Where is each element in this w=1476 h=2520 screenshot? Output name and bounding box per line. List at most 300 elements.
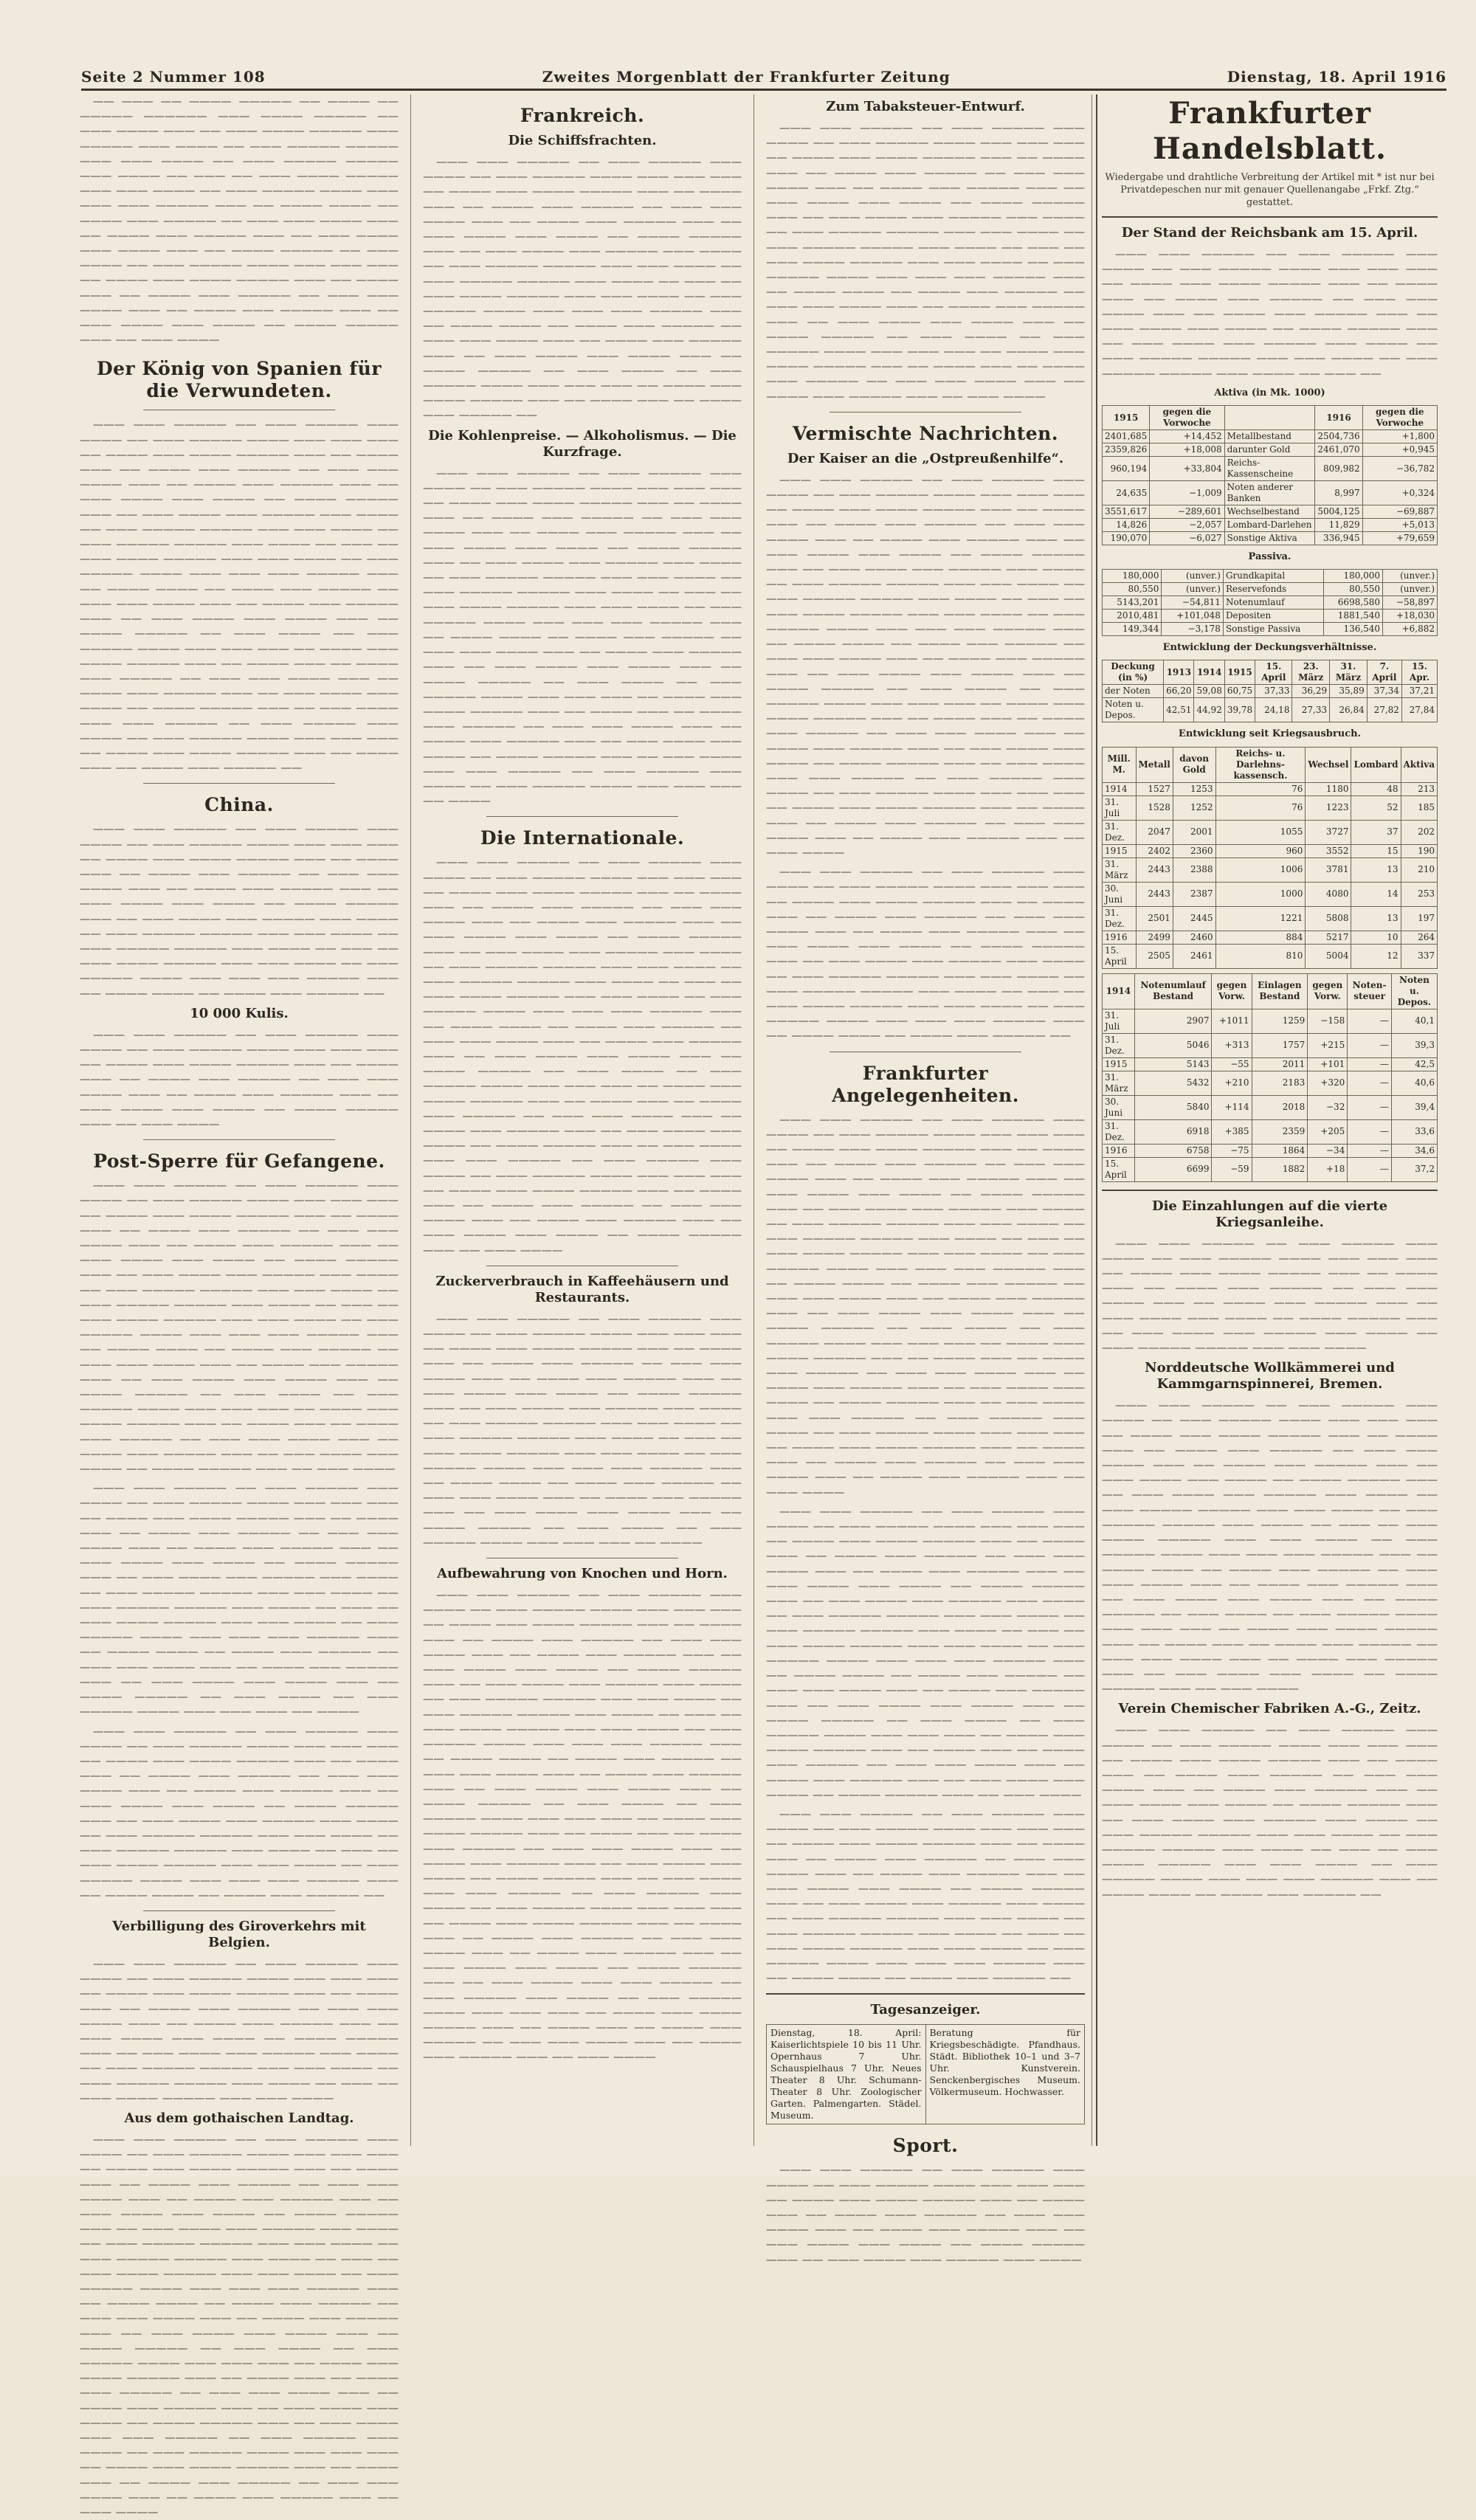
table-row [1103, 782, 1438, 795]
table-cell: 5840 [1134, 1095, 1212, 1119]
headline-giroverkehr: Verbilligung des Giroverkehrs mit Belgien. [112, 1918, 366, 1950]
headline-post-sperre: Post-Sperre für Gefangene. [93, 1150, 385, 1173]
table-cell: Reservefonds [1223, 583, 1323, 596]
table-cell: +1011 [1212, 1009, 1252, 1033]
table-cell: Reichs-Kassenscheine [1224, 457, 1315, 481]
article-paragraph: ——— ——— ————— —— ——— ————— ——— ———— —— ——— ————— ———— ——— ——— ——— —— ———— ——— ———— ————— ——— —— ———— ——— —— ———— ——— ————— —— ——— ——— ———— ——— —— ———— ——— ————— ——— —— ——— ———— ——— ———— —— ———— ————— ——— —— ——— ———— ——— ————— ——— ———— —— ——— ————— ————— ——— ——— ———— —— ——— ————— ————— ——— ———— —— ——— —— ——— ———— ————— ——— ——— ———— —— ——— ————— ———— ——— ——— ——— ————— ——— —— ———— ———— —— ———— ——— ————— —— [766, 866, 1085, 1043]
table-row [1103, 685, 1438, 698]
table-cell: der Noten [1103, 685, 1164, 698]
table-cell: +33,804 [1150, 457, 1224, 481]
table-cell: +385 [1212, 1119, 1252, 1144]
table-header-cell: Wechsel [1306, 747, 1351, 782]
table-header-cell: 1916 [1315, 406, 1362, 430]
headline-frankfurter-angelegenheiten: Frankfurter Angelegenheiten. [832, 1062, 1019, 1106]
table-cell: 1914 [1103, 782, 1137, 795]
table-header-cell: gegen die Vorwoche [1150, 406, 1224, 430]
table-cell: 3781 [1306, 857, 1351, 882]
table-cell: +320 [1308, 1071, 1348, 1095]
table-cell: 2360 [1173, 844, 1215, 857]
table-cell: +79,659 [1362, 532, 1437, 545]
table-cell: 264 [1401, 931, 1438, 944]
table-header-row [1103, 660, 1438, 685]
table-cell: +210 [1212, 1071, 1252, 1095]
headline-vermischte: Vermischte Nachrichten. [792, 422, 1059, 444]
table-cell: 1527 [1136, 782, 1173, 795]
caption-entwicklung: Entwicklung seit Kriegsausbruch. [1178, 728, 1362, 740]
table-cell: 2402 [1136, 844, 1173, 857]
table-cell: 5046 [1134, 1033, 1212, 1057]
column-rule [410, 94, 411, 2146]
table-cell: −289,601 [1150, 505, 1224, 519]
table-cell: 12 [1351, 944, 1401, 968]
table-cell: 33,6 [1391, 1119, 1437, 1144]
table-cell: 5808 [1306, 906, 1351, 931]
table-cell: 24,18 [1255, 698, 1292, 722]
subheadline-kulis: 10 000 Kulis. [190, 1005, 289, 1021]
headline-schiffsfrachten: Die Schiffsfrachten. [508, 133, 657, 148]
table-header-cell: Aktiva [1401, 747, 1438, 782]
table-cell: 149,344 [1103, 623, 1162, 636]
table-cell: Noten anderer Banken [1224, 481, 1315, 505]
table-cell: 2388 [1173, 857, 1215, 882]
table-row [1103, 623, 1438, 636]
article-paragraph: ——— ——— ————— —— ——— ————— ——— ———— —— ——— ————— ———— ——— ——— ——— —— ———— ——— ———— ————— ——— —— ———— ——— —— ———— ——— ————— —— ——— ——— ———— ——— —— ———— ——— ————— ——— —— ——— ———— ——— ———— —— ———— ————— ——— —— ——— ———— ——— ————— ——— ———— —— ——— ————— ————— ——— ——— ———— —— ——— ————— ————— ——— ———— —— ——— —— ——— ———— ————— ——— ——— ———— —— ——— ————— ———— ——— ——— ——— ————— ——— —— ———— ———— —— ———— ——— ————— —— ——— ——— ———— ——— —— ———— ——— ————— ——— —— ——— ———— ——— ———— ——— —— ———— ————— —— ——— ———— —— ——— ————— ———— ——— ——— ——— —— ———— ——— ———— ————— ——— —— ———— ——— —— ———— ——— ————— —— ——— ——— ———— ——— —— ———— ——— ————— ——— —— ——— ———— ——— ———— —— ———— ————— ——— —— ——— ———— [766, 1505, 1085, 1801]
table-cell: — [1348, 1157, 1392, 1181]
table-header-cell: 1914 [1194, 660, 1224, 685]
table-cell: 31. Juli [1103, 1009, 1135, 1033]
table-cell: −59 [1212, 1157, 1252, 1181]
article-paragraph: ——— ——— ————— —— ——— ————— ——— ———— —— ——— ————— ———— ——— ——— ——— —— ———— ——— ———— ————— ——— —— ———— ——— —— ———— ——— ————— —— ——— ——— ———— ——— —— ———— ——— ————— ——— —— ——— ———— ——— ———— —— ———— ————— ——— —— ——— ———— ——— ————— ——— ———— —— ——— ————— ————— ——— ——— ———— —— ——— ————— ————— ——— ———— —— ——— —— [1102, 249, 1438, 380]
table-header-cell: 15. Apr. [1401, 660, 1437, 685]
article-paragraph: ——— ——— ————— —— ——— ————— ——— ———— —— ——— ————— ———— ——— ——— ——— —— ———— ——— ———— ————— ——— —— ———— ——— —— ———— ——— ————— —— ——— ——— ———— ——— —— ———— ——— ————— ——— —— ——— ———— ——— ———— —— ———— ————— ——— —— ——— ———— ——— ————— ——— ———— —— ——— ————— ————— ——— ——— ———— —— ——— ————— ————— ——— ———— —— ——— —— ——— ———— ————— ——— ——— ———— —— ——— ————— ———— ——— ——— ——— ————— ——— —— ———— ———— —— ———— ——— ————— —— [80, 824, 399, 1000]
table-cell: 36,29 [1292, 685, 1330, 698]
table-cell: (unver.) [1383, 570, 1438, 583]
table-cell: +5,013 [1362, 519, 1437, 532]
headline-frankreich: Frankreich. [520, 105, 645, 126]
table-cell: 10 [1351, 931, 1401, 944]
table-cell: −1,009 [1150, 481, 1224, 505]
table-cell: 37 [1351, 820, 1401, 844]
table-cell: +313 [1212, 1033, 1252, 1057]
table-cell: 180,000 [1323, 570, 1382, 583]
table-cell: +215 [1308, 1033, 1348, 1057]
table-row [1103, 570, 1438, 583]
table-cell: −3,178 [1162, 623, 1223, 636]
header-masthead: Zweites Morgenblatt der Frankfurter Zeitung [542, 68, 951, 86]
table-cell: 14 [1351, 882, 1401, 906]
table-cell: 31. Dez. [1103, 820, 1137, 844]
table-cell: 2907 [1134, 1009, 1212, 1033]
table-row [1103, 1157, 1438, 1181]
table-row [1103, 583, 1438, 596]
table-cell: — [1348, 1057, 1392, 1071]
headline-internationale: Die Internationale. [480, 827, 685, 849]
table-header-cell: 1915 [1224, 660, 1255, 685]
table-cell: 35,89 [1330, 685, 1368, 698]
table-cell: 1757 [1252, 1033, 1308, 1057]
headline-koenig-spanien: Der König von Spanien für die Verwundeten. [96, 358, 382, 402]
table-row [1103, 1057, 1438, 1071]
table-cell: +0,324 [1362, 481, 1437, 505]
table-cell: 1055 [1215, 820, 1306, 844]
table-cell: 1253 [1173, 782, 1215, 795]
table-cell: 2183 [1252, 1071, 1308, 1095]
table-cell: −58,897 [1383, 596, 1438, 610]
table-row [1103, 610, 1438, 623]
divider [486, 816, 677, 817]
table-cell: +6,882 [1383, 623, 1438, 636]
table-header-row [1103, 973, 1438, 1009]
table-cell: 31. Dez. [1103, 906, 1137, 931]
table-header-cell: gegen die Vorwoche [1362, 406, 1437, 430]
divider [766, 1993, 1085, 1995]
table-cell: 76 [1215, 795, 1306, 820]
table-cell: 30. Juni [1103, 1095, 1135, 1119]
table-cell: 1916 [1103, 931, 1137, 944]
table-cell: Noten u. Depos. [1103, 698, 1164, 722]
table-row [1103, 1071, 1438, 1095]
table-cell: — [1348, 1119, 1392, 1144]
table-cell: 15 [1351, 844, 1401, 857]
table-cell: 34,6 [1391, 1144, 1437, 1157]
table-row [1103, 820, 1438, 844]
table-row [1103, 1095, 1438, 1119]
headline-zuckerverbrauch: Zuckerverbrauch in Kaffeehäusern und Restaurants. [435, 1273, 729, 1305]
header-date: Dienstag, 18. April 1916 [1227, 68, 1446, 86]
table-row [1103, 1009, 1438, 1033]
table-cell: +18,008 [1150, 443, 1224, 457]
caption-aktiva: Aktiva (in Mk. 1000) [1214, 387, 1325, 398]
table-cell: 2387 [1173, 882, 1215, 906]
table-header-cell: Noten u. Depos. [1391, 973, 1437, 1009]
table-cell: Grundkapital [1223, 570, 1323, 583]
table-cell: 27,33 [1292, 698, 1330, 722]
table-cell: 253 [1401, 882, 1438, 906]
table-cell: 39,3 [1391, 1033, 1437, 1057]
article-paragraph: ——— ——— ————— —— ——— ————— ——— ———— —— ——— ————— ———— ——— ——— ——— —— ———— ——— ———— ————— ——— —— ———— ——— —— ———— ——— ————— —— ——— ——— ———— ——— —— ———— ——— ————— ——— —— ——— ———— ——— ———— —— ———— ————— ——— —— ——— ———— ——— ————— ——— ———— —— ——— ————— ————— ——— ——— ———— —— ——— ————— ————— ——— ———— —— ——— —— ——— ———— ————— ——— ——— ———— —— ——— ————— ———— ——— ——— ——— ————— ——— —— ———— ———— —— ———— ——— ————— —— [80, 1725, 399, 1902]
table-header-cell: 1914 [1103, 973, 1135, 1009]
article-paragraph: ——— ——— ————— —— ——— ————— ——— ———— —— ——— ————— ———— ——— ——— ——— —— ———— ——— ———— ————— ——— —— ———— ——— —— ———— ——— ————— —— ——— ——— ———— ——— —— ———— ——— ————— ——— —— ——— ———— ——— ———— —— ———— ————— ——— —— ——— ———— ——— ————— ——— ———— —— ——— ————— ————— ——— ——— ———— —— ——— ————— ————— ——— ———— —— ——— —— ——— ———— ————— ——— ——— ———— —— ——— ————— ———— ——— ——— ——— ————— ——— —— ———— ———— —— ———— ——— ————— —— ——— ——— ———— ——— —— ———— ——— ————— ——— —— ——— ———— ——— ———— ——— —— ———— ————— —— ——— ———— —— ——— ————— ———— ——— ——— ——— —— ———— ——— ———— ————— ——— —— ———— ——— —— ———— ——— ————— —— ——— ——— ———— ——— —— ———— ——— ————— ——— —— ——— ———— ——— ———— —— ———— ————— ——— —— ——— ———— ——— ——— ————— —— ——— ————— ——— ———— —— ——— ————— ———— ——— ——— ——— —— ———— ——— ———— ————— ——— —— ———— ——— —— ———— ——— ————— —— [80, 419, 399, 775]
table-cell: 31. Dez. [1103, 1033, 1135, 1057]
table-aktiva [1102, 405, 1438, 545]
table-row [1103, 532, 1438, 545]
table-cell: 1259 [1252, 1009, 1308, 1033]
table-header-cell: Deckung (in %) [1103, 660, 1164, 685]
table-cell: 31. März [1103, 857, 1137, 882]
table-row [1103, 481, 1438, 505]
article-paragraph: —— ——— —— ———— ————— —— ———— —— ————— —————— ——— ———— ————— —— ——— ———— ——— —— ——— ———— ————— ——— ————— ——— ———— —— ——— ————— ————— ——— ——— ———— —— ——— ————— ————— ——— ———— —— ——— —— ——— ———— ————— ——— ——— ———— —— ——— ————— ———— ——— ——— ——— ————— ——— —— ———— ———— —— ———— ——— ————— —— ——— ——— ———— ——— —— ———— ——— ————— ——— —— ——— ———— ——— ———— ——— —— ———— ————— —— ——— ———— —— ——— ————— ———— ——— ——— ——— —— ———— ——— ———— ————— ——— —— ———— ——— —— ———— ——— ————— —— ——— ——— ———— ——— —— ———— ——— ————— ——— —— ——— ———— ——— ———— —— ———— ————— ——— —— ——— ———— [80, 96, 399, 347]
table-row [1103, 596, 1438, 610]
table-cell: 13 [1351, 857, 1401, 882]
table-cell: 26,84 [1330, 698, 1368, 722]
table-cell: 5143 [1134, 1057, 1212, 1071]
table-cell: Lombard-Darlehen [1224, 519, 1315, 532]
table-cell: 5432 [1134, 1071, 1212, 1095]
table-cell: — [1348, 1144, 1392, 1157]
column-2 [423, 94, 742, 2146]
table-cell: — [1348, 1033, 1392, 1057]
article-paragraph: ——— ——— ————— —— ——— ————— ——— ———— —— ——— ————— ———— ——— ——— ——— —— ———— ——— ———— ————— ——— —— ———— ——— —— ———— ——— ————— —— ——— ——— ———— ——— —— ———— ——— ————— ——— —— ——— ———— ——— ———— —— ———— ————— ——— —— ——— ———— ——— ————— ——— ———— —— ——— ————— ————— ——— ——— ———— —— ——— ————— ————— ——— ———— —— ——— —— ——— ———— ————— ——— ——— ———— —— ——— ————— ———— ——— ——— ——— ————— ——— —— ———— ———— —— ———— ——— ————— —— ——— ——— ———— ——— —— ———— ——— ————— ——— —— ——— ———— ——— ———— ——— —— ———— ————— —— ——— ———— —— ——— ————— ———— ——— ——— ——— —— ———— ——— ———— ————— ——— —— ———— ——— —— ———— ——— ————— —— ——— ——— ———— ——— —— ———— ——— ————— ——— —— ——— ———— ——— ———— —— ———— ————— ——— —— ——— ———— ——— ——— ————— —— ——— ————— ——— ———— —— ——— ————— ———— ——— ——— ——— —— ———— [423, 467, 742, 808]
column-3 [766, 94, 1085, 2266]
table-cell: +18 [1308, 1157, 1348, 1181]
table-entwicklung [1102, 747, 1438, 969]
table-cell: 42,5 [1391, 1057, 1437, 1071]
headline-tagesanzeiger: Tagesanzeiger. [870, 2002, 981, 2018]
table-row [1103, 795, 1438, 820]
table-cell: 66,20 [1164, 685, 1194, 698]
table-header-cell: Mill. M. [1103, 747, 1137, 782]
table-row [1103, 519, 1438, 532]
handelsblatt-title: Frankfurter Handelsblatt. [1153, 96, 1387, 166]
table-cell: −54,811 [1162, 596, 1223, 610]
table-header-cell: 15. April [1255, 660, 1292, 685]
table-cell: 11,829 [1315, 519, 1362, 532]
headline-china: China. [204, 794, 274, 816]
caption-passiva: Passiva. [1248, 551, 1292, 563]
table-cell: +14,452 [1150, 430, 1224, 443]
table-cell: 2504,736 [1315, 430, 1362, 443]
table-cell: 1864 [1252, 1144, 1308, 1157]
column-1 [80, 94, 399, 2519]
table-cell: 5004 [1306, 944, 1351, 968]
table-cell: −32 [1308, 1095, 1348, 1119]
table-cell: +101,048 [1162, 610, 1223, 623]
page-header [81, 63, 1446, 91]
header-page-number: Seite 2 Nummer 108 [81, 68, 266, 86]
table-header-cell: Notenumlauf Bestand [1134, 973, 1212, 1009]
table-cell: −69,887 [1362, 505, 1437, 519]
table-cell: Notenumlauf [1223, 596, 1323, 610]
table-cell: 2505 [1136, 944, 1173, 968]
table-cell: 8,997 [1315, 481, 1362, 505]
table-cell: 2461,070 [1315, 443, 1362, 457]
table-cell: +0,945 [1362, 443, 1437, 457]
caption-deckung: Entwicklung der Deckungsverhältnisse. [1162, 642, 1377, 654]
table-cell: 31. Dez. [1103, 1119, 1135, 1144]
article-paragraph: ——— ——— ————— —— ——— ————— ——— ———— —— ——— ————— ———— ——— ——— ——— —— ———— ——— ———— ————— ——— —— ———— ——— —— ———— ——— ————— —— ——— ——— ———— ——— —— ———— ——— ————— ——— —— ——— ———— ——— ———— —— ———— ————— ——— —— ——— ———— [80, 1029, 399, 1130]
table-row [1103, 443, 1438, 457]
table-header-row [1103, 747, 1438, 782]
table-row [1103, 505, 1438, 519]
table-cell: 1252 [1173, 795, 1215, 820]
table-cell: 37,33 [1255, 685, 1292, 698]
table-cell: 44,92 [1194, 698, 1224, 722]
table-cell: Depositen [1223, 610, 1323, 623]
table-cell: 5143,201 [1103, 596, 1162, 610]
table-cell: Metallbestand [1224, 430, 1315, 443]
table-cell: 1223 [1306, 795, 1351, 820]
headline-kaiser-ostpreussenhilfe: Der Kaiser an die „Ostpreußenhilfe“. [787, 450, 1064, 466]
column-4-handelsblatt [1102, 94, 1438, 2146]
table-row [1103, 1119, 1438, 1144]
table-header-cell: gegen Vorw. [1308, 973, 1348, 1009]
table-row [1103, 906, 1438, 931]
table-cell: 884 [1215, 931, 1306, 944]
table-cell: 76 [1215, 782, 1306, 795]
table-header-cell: Einlagen Bestand [1252, 973, 1308, 1009]
headline-reichsbank: Der Stand der Reichsbank am 15. April. [1121, 225, 1418, 241]
table-cell: 27,82 [1367, 698, 1401, 722]
table-cell: 960 [1215, 844, 1306, 857]
headline-tabaksteuer: Zum Tabaksteuer-Entwurf. [826, 99, 1025, 114]
table-cell: 136,540 [1323, 623, 1382, 636]
table-cell: 39,78 [1224, 698, 1255, 722]
article-paragraph: ——— ——— ————— —— ——— ————— ——— ———— —— ——— ————— ———— ——— ——— ——— —— ———— ——— ———— ————— ——— —— ———— ——— —— ———— ——— ————— —— ——— ——— ———— ——— —— ———— ——— ————— ——— —— ——— ———— ——— ———— —— ———— ————— ——— —— ——— ———— ——— ————— ——— ———— [766, 2164, 1085, 2266]
table-row [1103, 1033, 1438, 1057]
table-cell: 30. Juni [1103, 882, 1137, 906]
column-rule [753, 94, 754, 2146]
table-cell: 2443 [1136, 857, 1173, 882]
table-cell: 60,75 [1224, 685, 1255, 698]
divider [1102, 1190, 1438, 1191]
table-header-cell: 31. März [1330, 660, 1368, 685]
table-cell: (unver.) [1162, 570, 1223, 583]
table-cell: 6758 [1134, 1144, 1212, 1157]
table-cell: −34 [1308, 1144, 1348, 1157]
table-cell: 40,6 [1391, 1071, 1437, 1095]
table-header-cell: 1915 [1103, 406, 1150, 430]
table-cell: 809,982 [1315, 457, 1362, 481]
table-cell: Sonstige Aktiva [1224, 532, 1315, 545]
table-cell: 190 [1401, 844, 1438, 857]
table-cell: — [1348, 1095, 1392, 1119]
table-cell: 1915 [1103, 844, 1137, 857]
table-cell: 2018 [1252, 1095, 1308, 1119]
table-cell: 42,51 [1164, 698, 1194, 722]
table-row [1103, 698, 1438, 722]
table-notenumlauf [1102, 973, 1438, 1182]
table-cell: −55 [1212, 1057, 1252, 1071]
table-cell: 4080 [1306, 882, 1351, 906]
article-paragraph: ——— ——— ————— —— ——— ————— ——— ———— —— ——— ————— ———— ——— ——— ——— —— ———— ——— ———— ————— ——— —— ———— ——— —— ———— ——— ————— —— ——— ——— ———— ——— —— ———— ——— ————— ——— —— ——— ———— ——— ———— —— ———— ————— ——— —— ——— ———— ——— ————— ——— ———— —— ——— ————— ————— ——— ——— ———— [1102, 1237, 1438, 1355]
table-cell: 2499 [1136, 931, 1173, 944]
table-cell: (unver.) [1162, 583, 1223, 596]
table-cell: 80,550 [1323, 583, 1382, 596]
divider [1102, 216, 1438, 218]
table-cell: 197 [1401, 906, 1438, 931]
table-header-cell: davon Gold [1173, 747, 1215, 782]
table-header-cell: Lombard [1351, 747, 1401, 782]
table-cell: 3552 [1306, 844, 1351, 857]
headline-kohlenpreise: Die Kohlenpreise. — Alkoholismus. — Die Kurzfrage. [428, 427, 737, 460]
table-cell: Wechselbestand [1224, 505, 1315, 519]
table-cell: 2047 [1136, 820, 1173, 844]
table-cell: 13 [1351, 906, 1401, 931]
headline-kriegsanleihe: Die Einzahlungen auf die vierte Kriegsanleihe. [1151, 1198, 1388, 1230]
table-cell: 213 [1401, 782, 1438, 795]
table-cell: 337 [1401, 944, 1438, 968]
table-cell: +114 [1212, 1095, 1252, 1119]
table-cell: 1528 [1136, 795, 1173, 820]
article-paragraph: ——— ——— ————— —— ——— ————— ——— ———— —— ——— ————— ———— ——— ——— ——— —— ———— ——— ———— ————— ——— —— ———— ——— —— ———— ——— ————— —— ——— ——— ———— ——— —— ———— ——— ————— ——— —— ——— ———— ——— ———— —— ———— ————— ——— —— ——— ———— ——— ————— ——— ———— —— ——— ————— ————— ——— ——— ———— —— ——— ————— ————— ——— ———— —— ——— —— ——— ———— ————— ——— ——— ———— —— ——— ————— ———— ——— ——— ——— ————— ——— —— ———— ———— —— ———— ——— ————— —— ——— ——— ———— ——— —— ———— ——— ————— ——— —— ——— ———— ——— ———— ——— —— ———— ————— —— ——— ———— —— ——— ————— ———— ——— ——— ——— —— ———— ——— ———— ————— ——— —— ———— ——— —— ———— ——— ————— —— ——— ——— ———— ——— —— ———— ——— ————— ——— —— ——— ———— ——— ———— —— ———— ————— ——— —— ——— ———— ——— ——— ————— —— ——— ————— ——— ———— —— ——— ————— ———— ——— ——— ——— —— ———— ——— ———— ————— ——— —— ———— ——— —— ———— ——— ————— —— ——— ——— ———— ——— —— ———— ——— ————— ——— —— ——— ———— [766, 474, 1085, 859]
table-cell: 6699 [1134, 1157, 1212, 1181]
table-cell: 2460 [1173, 931, 1215, 944]
table-cell: 2010,481 [1103, 610, 1162, 623]
handelsblatt-note: Wiedergabe und drahtliche Verbreitung der Artikel mit * ist nur bei Privatdepeschen nur mit genauer Quellenangabe „Frkf. Ztg.“ gestattet. [1105, 172, 1435, 208]
table-cell: 1180 [1306, 782, 1351, 795]
tagesanzeiger-left: Dienstag, 18. April: Kaiserlichtspiele 10 bis 11 Uhr. Opernhaus 7 Uhr. Schauspielhaus 7 Uhr. Neues Theater 8 Uhr. Schumann-Theater 8 Uhr. Zoologischer Garten. Palmengarten. Städel. Museum. [770, 2027, 922, 2122]
article-paragraph: ——— ——— ————— —— ——— ————— ——— ———— —— ——— ————— ———— ——— ——— ——— —— ———— ——— ———— ————— ——— —— ———— ——— —— ———— ——— ————— —— ——— ——— ———— ——— —— ———— ——— ————— ——— —— ——— ———— ——— ———— —— ———— ————— ——— —— ——— ———— ——— ————— ——— ———— —— ——— ————— ————— ——— ——— ———— —— ——— ————— ————— ——— ———— —— ——— —— ——— ———— ————— ——— ——— ———— —— ——— ————— ———— ——— ——— ——— ————— ——— —— ———— ———— —— ———— ——— ————— —— ——— ——— ———— ——— —— ———— ——— ————— ——— —— ——— ———— ——— ———— ——— —— ———— ————— —— ——— ———— —— ——— ————— ———— ——— ——— ——— —— ———— ——— ———— ————— ——— —— ———— ——— —— ———— ——— ————— —— ——— ——— ———— ——— —— ———— ——— ————— ——— —— ——— ———— ——— ———— —— ———— ————— ——— —— ——— ———— ——— ——— ————— —— ——— ————— ——— ———— —— ——— ————— ———— ——— ——— ——— —— ———— ——— ———— ————— ——— —— ———— ——— —— ———— ——— ————— —— ——— ——— ———— ——— —— ———— ——— ————— ——— —— ——— ———— [766, 1114, 1085, 1499]
table-cell: −158 [1308, 1009, 1348, 1033]
headline-wollkaemmerei: Norddeutsche Wollkämmerei und Kammgarnspinnerei, Bremen. [1145, 1360, 1395, 1392]
table-cell: 15. April [1103, 944, 1137, 968]
table-cell: 6918 [1134, 1119, 1212, 1144]
table-cell: darunter Gold [1224, 443, 1315, 457]
table-cell: 2011 [1252, 1057, 1308, 1071]
table-cell: 2359 [1252, 1119, 1308, 1144]
table-row [1103, 857, 1438, 882]
article-paragraph: ——— ——— ————— —— ——— ————— ——— ———— —— ——— ————— ———— ——— ——— ——— —— ———— ——— ———— ————— ——— —— ———— ——— —— ———— ——— ————— —— ——— ——— ———— ——— —— ———— ——— ————— ——— —— ——— ———— ——— ———— —— ———— ————— ——— —— ——— ———— ——— ————— ——— ———— —— ——— ————— ————— ——— ——— ———— —— ——— ————— ————— ——— ———— —— ——— —— ——— ———— ————— ——— ——— ———— —— ——— ————— ———— ——— ——— ——— ————— ——— —— ———— ———— —— ———— ——— ————— —— ——— ——— ———— ——— —— ———— ——— ————— ——— —— ——— ———— ——— ———— ——— —— ———— ————— —— ——— ———— —— ——— ————— ———— ——— ——— ——— —— ———— ——— ———— ————— ——— —— ———— ——— —— ———— ——— ————— —— ——— ——— ———— ——— —— ———— ——— ————— ——— —— ——— ———— ——— ———— —— ———— ————— ——— —— ——— ———— ——— ——— ————— —— ——— ————— ——— ———— —— ——— ————— ———— ——— ——— ——— —— ———— ——— ———— ————— ——— —— ———— ——— —— ———— ——— ————— —— ——— ——— ———— ——— —— ———— ——— ————— ——— —— ——— ———— ——— ———— —— ———— ————— ——— —— ——— ———— ——— ——— ————— —— ——— ————— ——— ———— —— ——— ————— ———— ——— ——— ——— —— ———— ——— ———— ————— ——— —— ———— ——— —— ———— ——— ————— —— ——— ——— ———— ——— —— ———— ——— ————— ——— —— ——— ———— [423, 1589, 742, 2064]
table-cell: 80,550 [1103, 583, 1162, 596]
article-paragraph: ——— ——— ————— —— ——— ————— ——— ———— —— ——— ————— ———— ——— ——— ——— —— ———— ——— ———— ————— ——— —— ———— ——— —— ———— ——— ————— —— ——— ——— ———— ——— —— ———— ——— ————— ——— —— ——— ———— ——— ———— —— ———— ————— ——— —— ——— ———— ——— ————— ——— ———— —— ——— ————— ————— ——— ——— ———— —— ——— ————— ————— ——— ———— —— ——— —— ——— ———— ————— ——— ——— ———— —— ——— ————— ———— ——— ——— ——— ————— ——— —— ———— ———— —— ———— ——— ————— —— ——— ——— ———— ——— —— ———— ——— ————— ——— —— ——— ———— ——— ———— ——— —— ———— ————— —— ——— ———— —— ——— ————— ———— ——— ——— ——— —— ———— [80, 1482, 399, 1719]
article-paragraph: ——— ——— ————— —— ——— ————— ——— ———— —— ——— ————— ———— ——— ——— ——— —— ———— ——— ———— ————— ——— —— ———— ——— —— ———— ——— ————— —— ——— ——— ———— ——— —— ———— ——— ————— ——— —— ——— ———— ——— ———— —— ———— ————— ——— —— ——— ———— ——— ————— ——— ———— —— ——— ————— ————— ——— ——— ———— —— ——— ————— ————— ——— ———— —— ——— —— ——— ———— ————— ——— ——— ———— —— ——— ————— ———— ——— ——— ——— ————— ——— —— ———— ———— —— ———— ——— ————— —— ——— ——— ———— ——— —— ———— ——— ————— ——— —— ——— ———— ——— ———— ——— —— ———— ————— —— ——— ———— —— ——— ————— ———— ——— ——— ——— —— ———— ——— ———— ————— ——— —— ———— ——— —— ———— ——— ————— —— ——— ——— ———— ——— —— ———— ——— ————— ——— —— ——— ———— ——— ———— —— ———— ————— ——— —— ——— ———— ——— ——— ————— —— ——— ————— ——— ———— —— ——— ————— ———— ——— ——— ——— —— ———— ——— ———— ————— ——— —— ———— ——— —— ———— ——— ————— —— ——— ——— ———— ——— —— ———— ——— ————— ——— —— ——— ———— [80, 2133, 399, 2519]
headline-knochen-horn: Aufbewahrung von Knochen und Horn. [437, 1566, 728, 1582]
table-header-cell: 23. März [1292, 660, 1330, 685]
table-cell: +101 [1308, 1057, 1348, 1071]
table-cell: 336,945 [1315, 532, 1362, 545]
table-cell: Sonstige Passiva [1223, 623, 1323, 636]
table-header-cell [1224, 406, 1315, 430]
table-header-cell: 7. April [1367, 660, 1401, 685]
table-cell: 810 [1215, 944, 1306, 968]
table-cell: +205 [1308, 1119, 1348, 1144]
divider [143, 1910, 334, 1911]
article-paragraph: ——— ——— ————— —— ——— ————— ——— ———— —— ——— ————— ———— ——— ——— ——— —— ———— ——— ———— ————— ——— —— ———— ——— —— ———— ——— ————— —— ——— ——— ———— ——— —— ———— ——— ————— ——— —— ——— ———— ——— ———— —— ———— ————— ——— —— ——— ———— ——— ————— ——— ———— —— ——— ————— ————— ——— ——— ———— —— ——— ————— ————— ——— ———— —— ——— —— ——— ———— ————— ——— ——— ———— —— ——— ————— ———— ——— ——— ——— ————— ——— —— ———— ———— —— ———— ——— ————— —— ——— ——— ———— ——— —— ———— ——— ————— ——— —— ——— ———— ——— ———— ——— —— ———— ————— —— ——— ———— —— ——— ————— ———— ——— ——— ——— —— ———— ——— ———— ————— ——— —— ———— ——— —— ———— ——— ————— —— ——— ——— ———— ——— —— ———— ——— ————— ——— —— ——— ———— ——— ———— —— ———— ————— ——— —— ——— ———— [80, 1180, 399, 1476]
table-header-row [1103, 406, 1438, 430]
divider [143, 783, 334, 784]
table-cell: 2443 [1136, 882, 1173, 906]
table-cell: 37,34 [1367, 685, 1401, 698]
article-paragraph: ——— ——— ————— —— ——— ————— ——— ———— —— ——— ————— ———— ——— ——— ——— —— ———— ——— ———— ————— ——— —— ———— ——— —— ———— ——— ————— —— ——— ——— ———— ——— —— ———— ——— ————— ——— —— ——— ———— ——— ———— —— ———— ————— ——— —— ——— ———— ——— ————— ——— ———— —— ——— ————— ————— ——— ——— ———— —— ——— ————— ————— ——— ———— —— ——— —— ——— ———— ————— ——— ——— ———— —— ——— ————— ———— ——— ——— ——— ————— ——— —— ———— ———— —— ———— ——— ————— —— [1102, 1725, 1438, 1901]
table-cell: 3551,617 [1103, 505, 1150, 519]
table-cell: 2501 [1136, 906, 1173, 931]
table-cell: 210 [1401, 857, 1438, 882]
table-row [1103, 944, 1438, 968]
headline-landtag: Aus dem gothaischen Landtag. [124, 2110, 354, 2126]
article-paragraph: ——— ——— ————— —— ——— ————— ——— ———— —— ——— ————— ———— ——— ——— ——— —— ———— ——— ———— ————— ——— —— ———— ——— —— ———— ——— ————— —— ——— ——— ———— ——— —— ———— ——— ————— ——— —— ——— ———— ——— ———— —— ———— ————— ——— —— ——— ———— ——— ————— ——— ———— —— ——— ————— ————— ——— ——— ———— —— ——— ————— ————— ——— ———— —— ——— —— ——— ———— ————— ——— ——— ———— —— ——— ————— ———— ——— ——— ——— ————— ——— —— ———— ———— —— ———— ——— ————— —— ——— ——— ———— ——— —— ———— ——— ————— ——— —— ——— ———— ——— ———— ——— —— ———— ————— —— ——— ———— —— ——— ————— ———— ——— ——— ——— —— ———— ——— ———— ————— ——— —— ———— ——— —— ———— ——— ————— —— [423, 156, 742, 422]
table-cell: 960,194 [1103, 457, 1150, 481]
table-header-cell: gegen Vorw. [1212, 973, 1252, 1009]
headline-chemische-fabriken: Verein Chemischer Fabriken A.-G., Zeitz. [1118, 1701, 1421, 1717]
table-header-cell: 1913 [1164, 660, 1194, 685]
tagesanzeiger-right: Beratung für Kriegsbeschädigte. Pfandhaus. Städt. Bibliothek 10–1 und 3–7 Uhr. Kunstverein. Senckenbergisches Museum. Völkermuseum. Hochwasser. [925, 2025, 1085, 2124]
table-cell: +1,800 [1362, 430, 1437, 443]
table-cell: 5004,125 [1315, 505, 1362, 519]
table-cell: 2401,685 [1103, 430, 1150, 443]
column-rule [1096, 94, 1097, 2146]
table-cell: 37,2 [1391, 1157, 1437, 1181]
article-paragraph: ——— ——— ————— —— ——— ————— ——— ———— —— ——— ————— ———— ——— ——— ——— —— ———— ——— ———— ————— ——— —— ———— ——— —— ———— ——— ————— —— ——— ——— ———— ——— —— ———— ——— ————— ——— —— ——— ———— ——— ———— —— ———— ————— ——— —— ——— ———— ——— ————— ——— ———— —— ——— ————— ————— ——— ——— ———— —— ——— ————— ————— ——— ———— —— ——— —— ——— ———— ————— ——— ——— ———— —— ——— ————— ———— ——— ——— ——— ————— ——— —— ———— ———— —— ———— ——— ————— —— ——— ——— ———— ——— —— ———— ——— ————— ——— —— ——— ———— ——— ———— ——— —— ———— ————— —— ——— ———— —— ——— ————— ———— ——— ——— ——— —— ———— [423, 1313, 742, 1549]
article-paragraph: ——— ——— ————— —— ——— ————— ——— ———— —— ——— ————— ———— ——— ——— ——— —— ———— ——— ———— ————— ——— —— ———— ——— —— ———— ——— ————— —— ——— ——— ———— ——— —— ———— ——— ————— ——— —— ——— ———— ——— ———— —— ———— ————— ——— —— ——— ———— ——— ————— ——— ———— —— ——— ————— ————— ——— ——— ———— —— ——— ————— ————— ——— ———— —— ——— —— ——— ———— ————— ——— ——— ———— [80, 1958, 399, 2105]
table-cell: 2445 [1173, 906, 1215, 931]
table-cell: 6698,580 [1323, 596, 1382, 610]
table-cell: 1000 [1215, 882, 1306, 906]
table-cell: 1882 [1252, 1157, 1308, 1181]
table-cell: −2,057 [1150, 519, 1224, 532]
table-cell: 1915 [1103, 1057, 1135, 1071]
table-cell: 1881,540 [1323, 610, 1382, 623]
table-cell: 1221 [1215, 906, 1306, 931]
article-paragraph: ——— ——— ————— —— ——— ————— ——— ———— —— ——— ————— ———— ——— ——— ——— —— ———— ——— ———— ————— ——— —— ———— ——— —— ———— ——— ————— —— ——— ——— ———— ——— —— ———— ——— ————— ——— —— ——— ———— ——— ———— —— ———— ————— ——— —— ——— ———— ——— ————— ——— ———— —— ——— ————— ————— ——— ——— ———— —— ——— ————— ————— ——— ———— —— ——— —— ——— ———— ————— ——— ——— ———— —— ——— ————— ———— ——— ——— ——— ————— ——— —— ———— ———— —— ———— ——— ————— —— ——— ——— ———— ——— —— ———— ——— ————— ——— —— ——— ———— ——— ———— ——— —— ———— ————— —— ——— ———— —— ——— ————— ———— ——— ——— ——— —— ———— ——— ———— ————— ——— —— ———— ——— —— ———— ——— ————— —— ——— ——— ———— ——— —— ———— ——— ————— ——— —— ——— ———— [766, 122, 1085, 403]
table-cell: 24,635 [1103, 481, 1150, 505]
table-cell: 202 [1401, 820, 1438, 844]
table-cell: +18,030 [1383, 610, 1438, 623]
table-deckung [1102, 660, 1438, 722]
table-cell: — [1348, 1009, 1392, 1033]
table-cell: 27,84 [1401, 698, 1437, 722]
table-passiva [1102, 569, 1438, 636]
headline-sport: Sport. [892, 2135, 959, 2157]
